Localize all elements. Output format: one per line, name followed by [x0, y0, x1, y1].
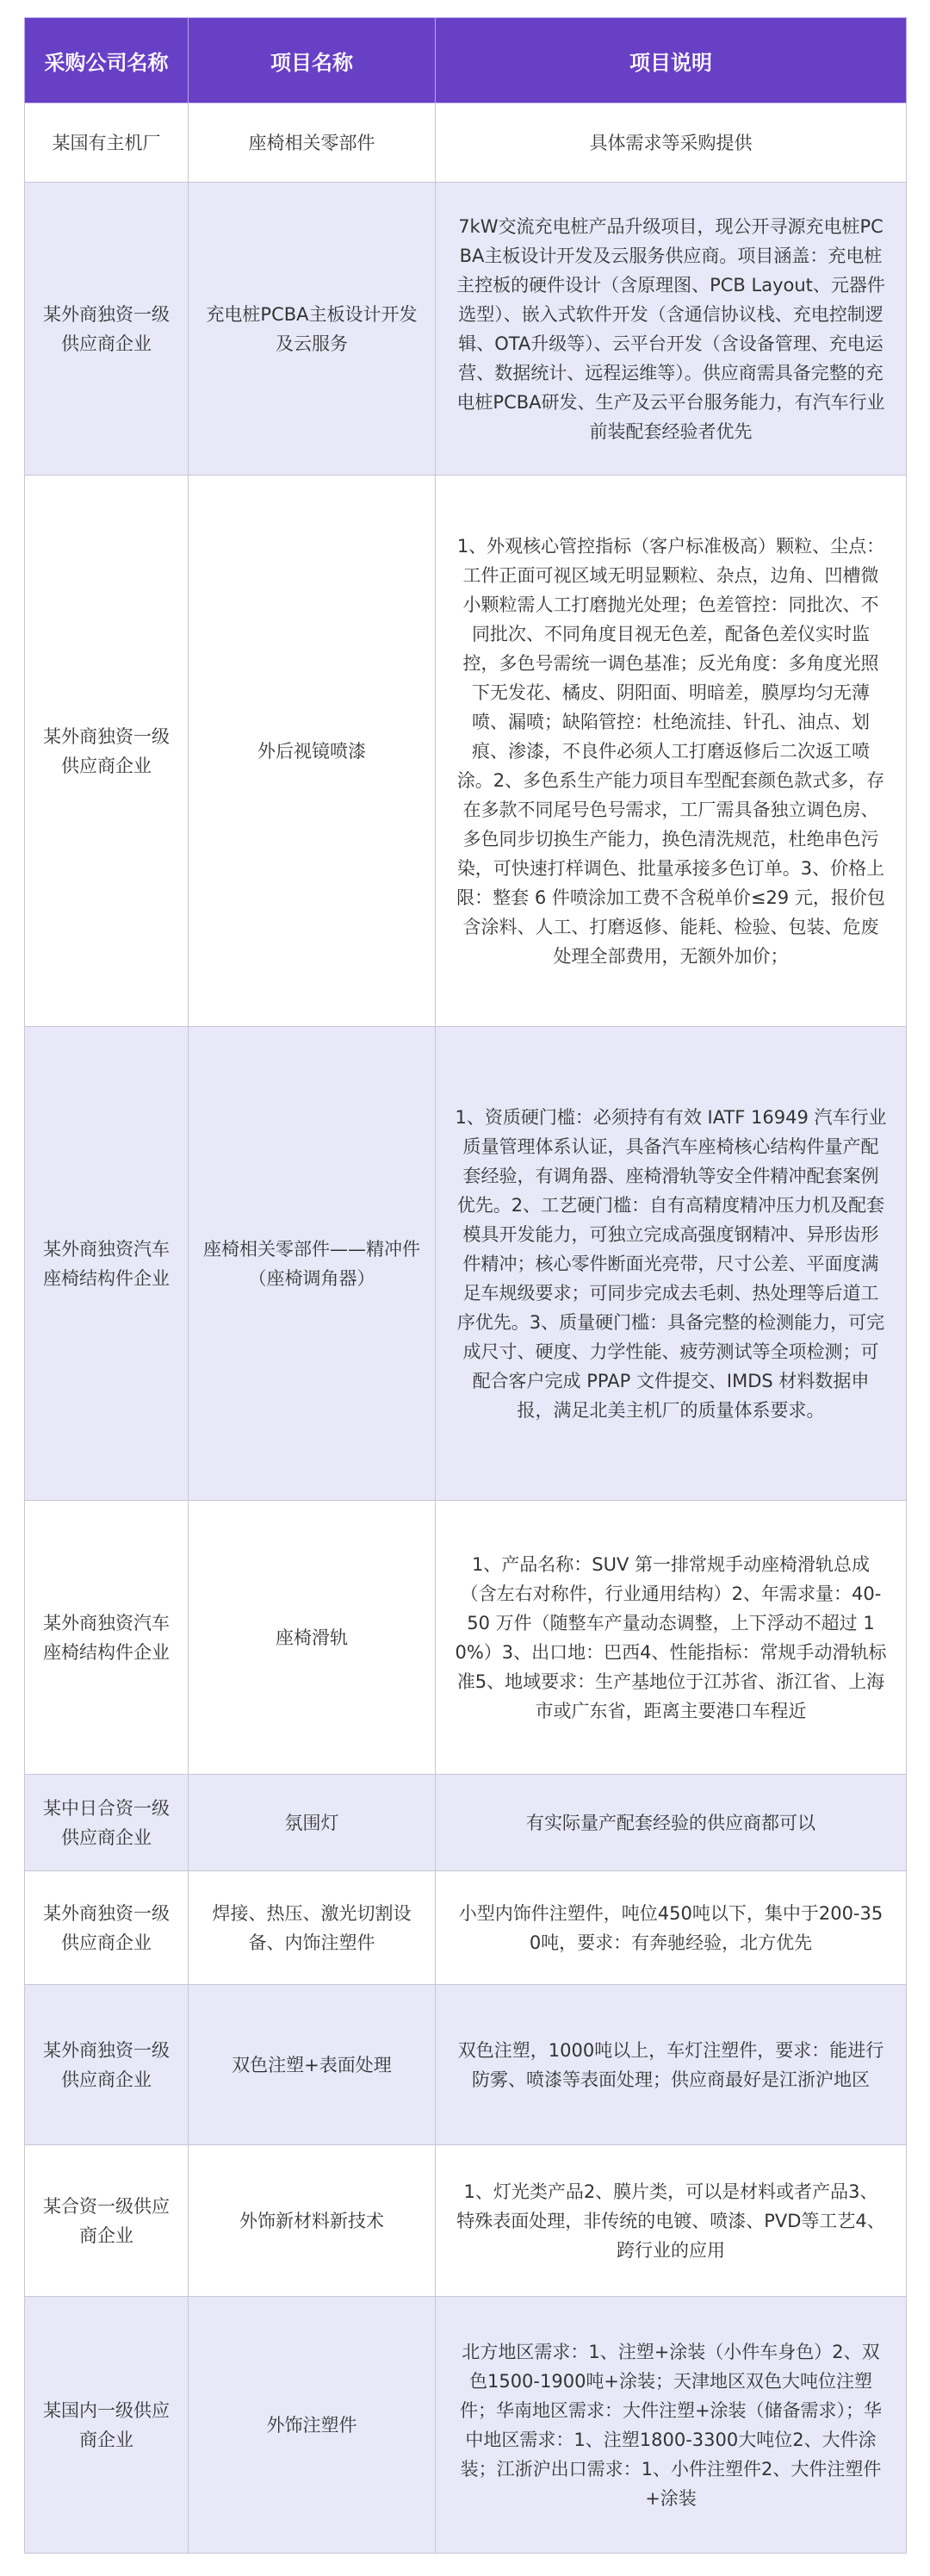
cell-description: 1、灯光类产品2、膜片类，可以是材料或者产品3、特殊表面处理，非传统的电镀、喷漆、PVD等工艺4、跨行业的应用 [436, 2145, 907, 2297]
cell-project: 座椅滑轨 [189, 1501, 436, 1775]
table-row [25, 1027, 907, 1501]
table-row [25, 1501, 907, 1775]
cell-project: 外饰新材料新技术 [189, 2145, 436, 2297]
cell-project: 双色注塑+表面处理 [189, 1985, 436, 2145]
cell-project: 氛围灯 [189, 1775, 436, 1871]
cell-description: 双色注塑，1000吨以上，车灯注塑件，要求：能进行防雾、喷漆等表面处理；供应商最好是江浙沪地区 [436, 1985, 907, 2145]
cell-company: 某外商独资一级供应商企业 [25, 1871, 189, 1985]
cell-description: 1、产品名称：SUV 第一排常规手动座椅滑轨总成（含左右对称件，行业通用结构）2、年需求量：40-50 万件（随整车产量动态调整，上下浮动不超过 10%）3、出口地：巴西4、性能指标：常规手动滑轨标准5、地域要求：生产基地位于江苏省、浙江省、上海市或广东省，距离主要港口车程近 [436, 1501, 907, 1775]
cell-description: 有实际量产配套经验的供应商都可以 [436, 1775, 907, 1871]
cell-description: 具体需求等采购提供 [436, 103, 907, 183]
cell-description: 北方地区需求：1、注塑+涂装（小件车身色）2、双色1500-1900吨+涂装；天津地区双色大吨位注塑件；华南地区需求：大件注塑+涂装（储备需求）；华中地区需求：1、注塑1800-3300大吨位2、大件涂装；江浙沪出口需求：1、小件注塑件2、大件注塑件+涂装 [436, 2297, 907, 2554]
cell-description: 1、外观核心管控指标（客户标准极高）颗粒、尘点：工件正面可视区域无明显颗粒、杂点，边角、凹槽微小颗粒需人工打磨抛光处理；色差管控：同批次、不同批次、不同角度目视无色差，配备色差仪实时监控，多色号需统一调色基准；反光角度：多角度光照下无发花、橘皮、阴阳面、明暗差，膜厚均匀无薄喷、漏喷；缺陷管控：杜绝流挂、针孔、油点、划痕、渗漆，不良件必须人工打磨返修后二次返工喷涂。2、多色系生产能力项目车型配套颜色款式多，存在多款不同尾号色号需求，工厂需具备独立调色房、多色同步切换生产能力，换色清洗规范，杜绝串色污染，可快速打样调色、批量承接多色订单。3、价格上限：整套 6 件喷涂加工费不含税单价≤29 元，报价包含涂料、人工、打磨返修、能耗、检验、包装、危废处理全部费用，无额外加价； [436, 476, 907, 1027]
table-row [25, 183, 907, 476]
header-project: 项目名称 [189, 18, 436, 103]
table-row [25, 1775, 907, 1871]
header-company: 采购公司名称 [25, 18, 189, 103]
header-description: 项目说明 [436, 18, 907, 103]
cell-project: 外后视镜喷漆 [189, 476, 436, 1027]
cell-description: 小型内饰件注塑件，吨位450吨以下，集中于200-350吨，要求：有奔驰经验，北方优先 [436, 1871, 907, 1985]
cell-project: 外饰注塑件 [189, 2297, 436, 2554]
cell-project: 充电桩PCBA主板设计开发及云服务 [189, 183, 436, 476]
cell-project: 座椅相关零部件——精冲件（座椅调角器） [189, 1027, 436, 1501]
cell-company: 某外商独资一级供应商企业 [25, 1985, 189, 2145]
cell-company: 某外商独资汽车座椅结构件企业 [25, 1501, 189, 1775]
cell-company: 某中日合资一级供应商企业 [25, 1775, 189, 1871]
procurement-table-container [24, 17, 906, 2554]
cell-description: 1、资质硬门槛：必须持有有效 IATF 16949 汽车行业质量管理体系认证，具备汽车座椅核心结构件量产配套经验，有调角器、座椅滑轨等安全件精冲配套案例优先。2、工艺硬门槛：自有高精度精冲压力机及配套模具开发能力，可独立完成高强度钢精冲、异形齿形件精冲；核心零件断面光亮带，尺寸公差、平面度满足车规级要求；可同步完成去毛刺、热处理等后道工序优先。3、质量硬门槛：具备完整的检测能力，可完成尺寸、硬度、力学性能、疲劳测试等全项检测；可配合客户完成 PPAP 文件提交、IMDS 材料数据申报，满足北美主机厂的质量体系要求。 [436, 1027, 907, 1501]
table-row [25, 476, 907, 1027]
cell-project: 焊接、热压、激光切割设备、内饰注塑件 [189, 1871, 436, 1985]
cell-company: 某国有主机厂 [25, 103, 189, 183]
table-row [25, 2145, 907, 2297]
cell-project: 座椅相关零部件 [189, 103, 436, 183]
table-header-row [25, 18, 907, 103]
table-row [25, 103, 907, 183]
cell-company: 某合资一级供应商企业 [25, 2145, 189, 2297]
table-row [25, 1871, 907, 1985]
cell-company: 某国内一级供应商企业 [25, 2297, 189, 2554]
table-row [25, 2297, 907, 2554]
table-row [25, 1985, 907, 2145]
cell-description: 7kW交流充电桩产品升级项目，现公开寻源充电桩PCBA主板设计开发及云服务供应商。项目涵盖：充电桩主控板的硬件设计（含原理图、PCB Layout、元器件选型）、嵌入式软件开发（含通信协议栈、充电控制逻辑、OTA升级等）、云平台开发（含设备管理、充电运营、数据统计、远程运维等）。供应商需具备完整的充电桩PCBA研发、生产及云平台服务能力，有汽车行业前装配套经验者优先 [436, 183, 907, 476]
cell-company: 某外商独资一级供应商企业 [25, 476, 189, 1027]
cell-company: 某外商独资汽车座椅结构件企业 [25, 1027, 189, 1501]
cell-company: 某外商独资一级供应商企业 [25, 183, 189, 476]
procurement-table [24, 17, 907, 2554]
